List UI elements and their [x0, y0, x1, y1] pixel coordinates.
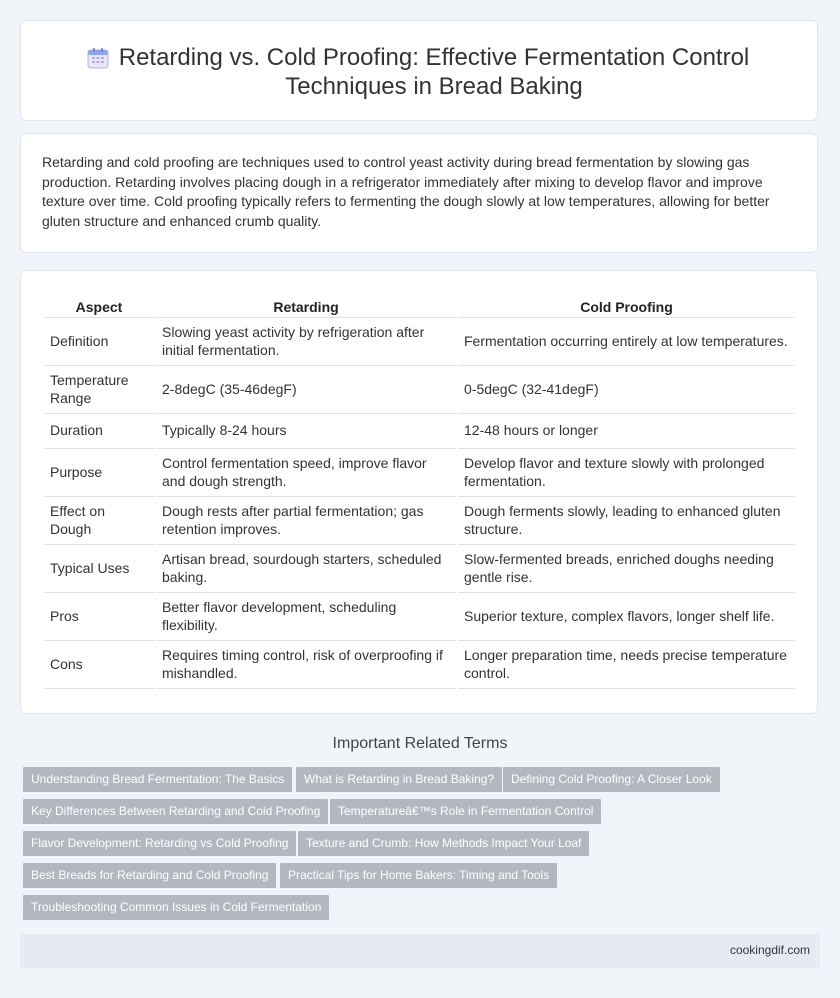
table-row — [44, 365, 795, 413]
page-title: Retarding vs. Cold Proofing: Effective Fermentation Control Techniques in Bread Baking — [118, 44, 750, 100]
related-terms-heading: Important Related Terms — [332, 735, 508, 752]
related-term-tag[interactable]: Temperatureâ€™s Role in Fermentation Control — [330, 799, 601, 824]
table-row — [44, 544, 795, 592]
related-term-tag[interactable]: What is Retarding in Bread Baking? — [296, 767, 502, 792]
column-header-retarding: Retarding — [273, 298, 339, 315]
retarding-cell: Dough rests after partial fermentation; gas retention improves. — [156, 496, 456, 544]
retarding-cell: Better flavor development, scheduling flexibility. — [156, 592, 456, 640]
table-row — [44, 640, 795, 689]
related-term-tag[interactable]: Defining Cold Proofing: A Closer Look — [503, 767, 720, 792]
column-header-aspect: Aspect — [75, 298, 123, 315]
footer — [20, 934, 820, 968]
comparison-card — [20, 270, 818, 714]
table-row — [44, 448, 795, 496]
aspect-cell: Cons — [44, 640, 154, 689]
table-row — [44, 317, 795, 365]
footer-site-name[interactable]: cookingdif.com — [729, 943, 810, 957]
aspect-cell: Duration — [44, 413, 154, 448]
related-term-tag[interactable]: Understanding Bread Fermentation: The Basics — [23, 767, 292, 792]
cold-proofing-cell: Longer preparation time, needs precise temperature control. — [458, 640, 795, 689]
table-row — [44, 413, 795, 448]
intro-card — [20, 133, 818, 253]
table-row — [44, 496, 795, 544]
related-term-tag[interactable]: Texture and Crumb: How Methods Impact Your Loaf — [298, 831, 589, 856]
table-header-row — [44, 295, 795, 317]
comparison-table — [42, 295, 797, 689]
aspect-cell: Definition — [44, 317, 154, 365]
intro-paragraph: Retarding and cold proofing are techniques used to control yeast activity during bread fermentation by slowing gas production. Retarding involves placing dough in a refrigerator immediately after mixing to develop flavor and improve texture over time. Cold proofing typically refers to fermenting the dough slowly at low temperatures, allowing for better gluten structure and enhanced crumb quality. — [42, 154, 770, 229]
cold-proofing-cell: Superior texture, complex flavors, longer shelf life. — [458, 592, 795, 640]
cold-proofing-cell: 12-48 hours or longer — [458, 413, 795, 448]
aspect-cell: Typical Uses — [44, 544, 154, 592]
cold-proofing-cell: Dough ferments slowly, leading to enhanced gluten structure. — [458, 496, 795, 544]
retarding-cell: Artisan bread, sourdough starters, scheduled baking. — [156, 544, 456, 592]
related-term-tag[interactable]: Practical Tips for Home Bakers: Timing and Tools — [280, 863, 557, 888]
retarding-cell: Requires timing control, risk of overproofing if mishandled. — [156, 640, 456, 689]
column-header-cold-proofing: Cold Proofing — [580, 298, 673, 315]
cold-proofing-cell: 0-5degC (32-41degF) — [458, 365, 795, 413]
cold-proofing-cell: Fermentation occurring entirely at low temperatures. — [458, 317, 795, 365]
cold-proofing-cell: Slow-fermented breads, enriched doughs needing gentle rise. — [458, 544, 795, 592]
retarding-cell: Slowing yeast activity by refrigeration after initial fermentation. — [156, 317, 456, 365]
retarding-cell: 2-8degC (35-46degF) — [156, 365, 456, 413]
related-term-tag[interactable]: Flavor Development: Retarding vs Cold Proofing — [23, 831, 296, 856]
table-row — [44, 592, 795, 640]
retarding-cell: Control fermentation speed, improve flavor and dough strength. — [156, 448, 456, 496]
aspect-cell: Purpose — [44, 448, 154, 496]
aspect-cell: Temperature Range — [44, 365, 154, 413]
related-term-tag[interactable]: Troubleshooting Common Issues in Cold Fermentation — [23, 895, 329, 920]
aspect-cell: Effect on Dough — [44, 496, 154, 544]
related-term-tag[interactable]: Best Breads for Retarding and Cold Proofing — [23, 863, 276, 888]
header-card — [20, 20, 818, 121]
cold-proofing-cell: Develop flavor and texture slowly with prolonged fermentation. — [458, 448, 795, 496]
related-term-tag[interactable]: Key Differences Between Retarding and Cold Proofing — [23, 799, 328, 824]
retarding-cell: Typically 8-24 hours — [156, 413, 456, 448]
aspect-cell: Pros — [44, 592, 154, 640]
